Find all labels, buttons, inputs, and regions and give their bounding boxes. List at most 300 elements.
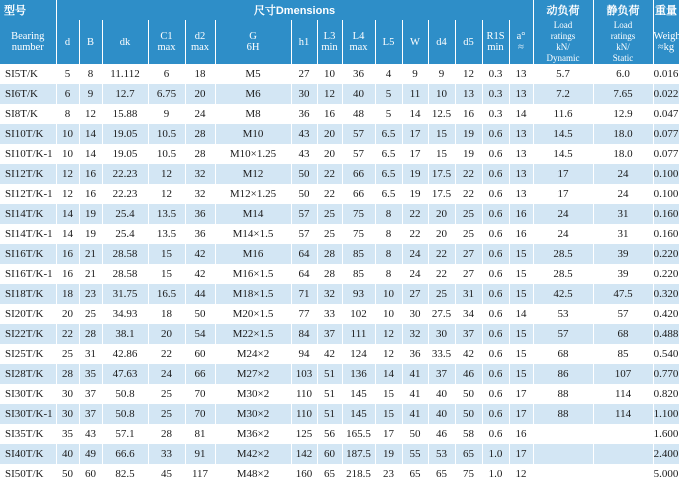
table-cell: 0.047 — [653, 104, 679, 124]
table-cell: 81 — [185, 424, 215, 444]
table-row — [0, 184, 679, 204]
table-cell: 0.6 — [482, 144, 509, 164]
table-cell: 28 — [185, 124, 215, 144]
dynamic-load-group-header: 动负荷 — [533, 0, 593, 20]
table-cell: 18.0 — [593, 124, 653, 144]
table-cell: 9 — [148, 104, 185, 124]
table-cell: 17 — [509, 384, 533, 404]
table-cell: 37 — [79, 404, 102, 424]
bearing-number-cell: SI10T/K — [0, 124, 56, 144]
table-cell: 17 — [509, 444, 533, 464]
table-cell: 5.000 — [653, 464, 679, 484]
bearing-number-cell: SI8T/K — [0, 104, 56, 124]
table-cell: 19 — [455, 124, 482, 144]
bearing-number-cell: SI12T/K — [0, 164, 56, 184]
table-cell: 22 — [455, 164, 482, 184]
column-header-line: dk — [119, 36, 131, 48]
table-cell: 85 — [342, 244, 375, 264]
table-cell: 41 — [402, 384, 428, 404]
table-cell: 28.58 — [102, 244, 148, 264]
table-cell: 24 — [533, 224, 593, 244]
table-cell: 60 — [185, 344, 215, 364]
column-header — [56, 20, 79, 64]
table-cell: 25 — [56, 344, 79, 364]
column-header — [317, 20, 342, 64]
table-cell: 6.5 — [375, 144, 402, 164]
column-header — [533, 20, 593, 64]
column-header — [375, 20, 402, 64]
table-cell: 32 — [317, 284, 342, 304]
column-header-line: max — [349, 42, 368, 53]
column-header-line: max — [157, 42, 176, 53]
table-cell: 117 — [185, 464, 215, 484]
table-cell: 27 — [402, 284, 428, 304]
table-cell: 57 — [291, 224, 317, 244]
table-cell: 18 — [148, 304, 185, 324]
table-cell: 24 — [533, 204, 593, 224]
table-cell: 7.65 — [593, 84, 653, 104]
table-cell: 16 — [509, 424, 533, 444]
table-cell: 11 — [402, 84, 428, 104]
table-cell: 65 — [455, 444, 482, 464]
table-cell: 187.5 — [342, 444, 375, 464]
table-cell: 24 — [185, 104, 215, 124]
table-cell: 42.5 — [533, 284, 593, 304]
table-cell: 41 — [402, 404, 428, 424]
table-row — [0, 104, 679, 124]
table-cell: 20 — [428, 204, 455, 224]
table-cell: 36 — [402, 344, 428, 364]
table-cell: 58 — [455, 424, 482, 444]
table-cell: 60 — [317, 444, 342, 464]
table-cell: 6 — [56, 84, 79, 104]
table-cell: 38.1 — [102, 324, 148, 344]
table-cell: 30 — [56, 384, 79, 404]
table-cell: 16 — [79, 164, 102, 184]
table-cell: 145 — [342, 384, 375, 404]
table-cell: 15 — [509, 364, 533, 384]
table-cell: 70 — [185, 404, 215, 424]
table-cell: 107 — [593, 364, 653, 384]
column-header — [291, 20, 317, 64]
table-cell: 13 — [455, 84, 482, 104]
column-header-line: W — [410, 36, 420, 48]
table-row — [0, 424, 679, 444]
table-cell: 46 — [455, 364, 482, 384]
column-header-line: C1 — [160, 31, 173, 42]
table-cell: M24×2 — [215, 344, 291, 364]
table-cell: 56 — [317, 424, 342, 444]
table-cell: 66 — [185, 364, 215, 384]
table-cell: 16 — [79, 184, 102, 204]
table-cell: 30 — [428, 324, 455, 344]
column-header — [0, 20, 56, 64]
bearing-number-cell: SI18T/K — [0, 284, 56, 304]
table-cell: M12×1.25 — [215, 184, 291, 204]
table-cell: 13.5 — [148, 224, 185, 244]
table-cell: 20 — [56, 304, 79, 324]
table-cell: 13 — [509, 144, 533, 164]
column-header — [148, 20, 185, 64]
column-header-line: d2 — [194, 31, 206, 42]
table-cell: 20 — [317, 124, 342, 144]
table-cell: 22.23 — [102, 164, 148, 184]
table-cell: 12 — [56, 184, 79, 204]
table-cell: 53 — [533, 304, 593, 324]
table-cell: 28 — [148, 424, 185, 444]
table-cell: 0.6 — [482, 324, 509, 344]
table-cell: 12.5 — [428, 104, 455, 124]
table-cell: 70 — [185, 384, 215, 404]
table-cell: 51 — [317, 364, 342, 384]
table-cell: 25 — [317, 204, 342, 224]
column-header-row — [0, 20, 679, 64]
bearing-number-cell: SI28T/K — [0, 364, 56, 384]
table-cell: 75 — [455, 464, 482, 484]
table-cell: M48×2 — [215, 464, 291, 484]
table-cell: 40 — [428, 404, 455, 424]
table-cell: 14 — [509, 104, 533, 124]
table-cell: M10×1.25 — [215, 144, 291, 164]
table-cell: 50 — [455, 404, 482, 424]
column-header — [215, 20, 291, 64]
table-cell: 86 — [533, 364, 593, 384]
table-cell: 0.6 — [482, 424, 509, 444]
table-cell: 50.8 — [102, 384, 148, 404]
table-cell: 65 — [428, 464, 455, 484]
bearing-number-cell: SI6T/K — [0, 84, 56, 104]
table-cell: 6 — [148, 64, 185, 84]
table-cell: 28 — [317, 244, 342, 264]
table-cell: 57 — [342, 144, 375, 164]
table-cell: M22×1.5 — [215, 324, 291, 344]
table-cell: 85 — [342, 264, 375, 284]
table-cell: 25 — [79, 304, 102, 324]
table-body — [0, 64, 679, 484]
table-cell: M30×2 — [215, 404, 291, 424]
table-cell: 37 — [79, 384, 102, 404]
column-header — [342, 20, 375, 64]
table-cell: 47.5 — [593, 284, 653, 304]
table-cell: 48 — [342, 104, 375, 124]
table-cell: 23 — [79, 284, 102, 304]
column-header-line: h1 — [298, 36, 310, 48]
bearing-number-cell: SI50T/K — [0, 464, 56, 484]
table-cell: 14 — [509, 304, 533, 324]
table-cell: 51 — [317, 404, 342, 424]
table-cell: 15 — [428, 124, 455, 144]
column-header-line: min — [321, 42, 338, 53]
table-cell: 12 — [148, 184, 185, 204]
table-cell: 5 — [56, 64, 79, 84]
table-cell: 6.75 — [148, 84, 185, 104]
table-cell: 0.820 — [653, 384, 679, 404]
table-cell: 0.6 — [482, 244, 509, 264]
table-cell: 32 — [185, 164, 215, 184]
column-header — [593, 20, 653, 64]
table-cell: 9 — [402, 64, 428, 84]
table-cell: 21 — [79, 244, 102, 264]
table-cell: M36×2 — [215, 424, 291, 444]
table-cell: 12.9 — [593, 104, 653, 124]
table-cell: 0.320 — [653, 284, 679, 304]
table-cell: 0.6 — [482, 264, 509, 284]
table-cell: M16 — [215, 244, 291, 264]
table-cell: 23 — [375, 464, 402, 484]
table-cell: 0.6 — [482, 344, 509, 364]
table-cell: 0.220 — [653, 244, 679, 264]
table-cell: 0.6 — [482, 384, 509, 404]
column-header-line: d5 — [463, 36, 474, 48]
dimensions-group-header: 尺寸Dmensions — [56, 0, 533, 20]
table-row — [0, 464, 679, 484]
column-header-line: Dynamic — [546, 53, 580, 63]
table-cell: 55 — [402, 444, 428, 464]
header-group-row — [0, 0, 679, 20]
bearing-number-cell: SI20T/K — [0, 304, 56, 324]
table-cell: 10.5 — [148, 124, 185, 144]
table-cell: 19 — [455, 144, 482, 164]
table-cell: 37 — [455, 324, 482, 344]
table-cell: 28.58 — [102, 264, 148, 284]
table-cell: 42 — [455, 344, 482, 364]
table-cell: 110 — [291, 404, 317, 424]
table-cell: 0.540 — [653, 344, 679, 364]
table-cell: 50 — [455, 384, 482, 404]
table-row — [0, 304, 679, 324]
bearing-number-cell: SI12T/K-1 — [0, 184, 56, 204]
column-header-line: max — [190, 42, 210, 53]
table-cell: 14 — [79, 124, 102, 144]
column-header — [102, 20, 148, 64]
table-cell: 32 — [185, 184, 215, 204]
table-cell: 32 — [402, 324, 428, 344]
table-cell: 39 — [593, 264, 653, 284]
table-cell: 24 — [402, 244, 428, 264]
table-cell: M42×2 — [215, 444, 291, 464]
column-header-line: Static — [612, 53, 634, 63]
table-cell: 5.7 — [533, 64, 593, 84]
table-cell: 0.022 — [653, 84, 679, 104]
table-cell: 20 — [185, 84, 215, 104]
table-cell: 0.6 — [482, 204, 509, 224]
table-cell: 19 — [79, 224, 102, 244]
table-cell: 15.88 — [102, 104, 148, 124]
table-cell: 35 — [56, 424, 79, 444]
table-cell: 33 — [148, 444, 185, 464]
table-cell: 12 — [79, 104, 102, 124]
table-row — [0, 164, 679, 184]
bearing-number-cell: SI35T/K — [0, 424, 56, 444]
table-cell: 33 — [317, 304, 342, 324]
table-cell: 0.3 — [482, 64, 509, 84]
column-header-line: Weight — [653, 31, 684, 42]
table-row — [0, 384, 679, 404]
table-row — [0, 324, 679, 344]
table-cell: 25 — [317, 224, 342, 244]
table-cell — [533, 444, 593, 464]
bearing-number-cell: SI16T/K-1 — [0, 264, 56, 284]
bearing-number-cell: SI14T/K-1 — [0, 224, 56, 244]
table-cell: 14.5 — [533, 124, 593, 144]
table-cell: 0.220 — [653, 264, 679, 284]
table-cell: 50 — [56, 464, 79, 484]
table-cell: 12 — [375, 324, 402, 344]
column-header-line: B — [86, 36, 94, 48]
table-cell: 0.160 — [653, 224, 679, 244]
table-cell: 37 — [428, 364, 455, 384]
table-row — [0, 344, 679, 364]
column-header — [509, 20, 533, 64]
table-cell: 64 — [291, 264, 317, 284]
table-cell: 17 — [533, 164, 593, 184]
table-cell: 30 — [402, 304, 428, 324]
table-row — [0, 124, 679, 144]
table-cell: 0.6 — [482, 404, 509, 424]
table-cell: 142 — [291, 444, 317, 464]
table-cell: 5 — [375, 84, 402, 104]
column-header-line: d — [64, 36, 71, 48]
table-cell: 28 — [79, 324, 102, 344]
table-cell: 31 — [593, 224, 653, 244]
table-cell: 36 — [342, 64, 375, 84]
table-cell: 6.5 — [375, 184, 402, 204]
column-header-line: L3 — [323, 31, 336, 42]
column-header-line: ≈kg — [657, 42, 675, 53]
table-cell: 27 — [291, 64, 317, 84]
table-cell: 13 — [509, 64, 533, 84]
table-cell: 31.75 — [102, 284, 148, 304]
table-cell: 1.0 — [482, 444, 509, 464]
table-cell: 44 — [185, 284, 215, 304]
table-cell: 28 — [185, 144, 215, 164]
table-cell: 14.5 — [533, 144, 593, 164]
table-cell: 22 — [402, 204, 428, 224]
table-cell: 22.23 — [102, 184, 148, 204]
table-cell: 19 — [79, 204, 102, 224]
table-cell: 22 — [402, 224, 428, 244]
table-cell: 124 — [342, 344, 375, 364]
table-cell: M14 — [215, 204, 291, 224]
table-cell: 12.7 — [102, 84, 148, 104]
table-cell: 21 — [79, 264, 102, 284]
table-cell: M10 — [215, 124, 291, 144]
table-cell: 14 — [56, 204, 79, 224]
table-cell: 28.5 — [533, 244, 593, 264]
table-cell: 57 — [342, 124, 375, 144]
table-cell: 22 — [428, 264, 455, 284]
table-row — [0, 144, 679, 164]
table-cell: M8 — [215, 104, 291, 124]
table-cell: 25.4 — [102, 224, 148, 244]
column-header — [653, 20, 684, 64]
table-cell: 15 — [509, 344, 533, 364]
column-header — [402, 20, 428, 64]
table-cell: 30 — [56, 404, 79, 424]
bearing-number-cell: SI16T/K — [0, 244, 56, 264]
table-cell: 24 — [402, 264, 428, 284]
column-header — [185, 20, 215, 64]
table-cell: 15 — [148, 244, 185, 264]
table-cell: 165.5 — [342, 424, 375, 444]
table-cell: 25 — [428, 284, 455, 304]
table-cell: 8 — [375, 204, 402, 224]
table-cell: 10 — [317, 64, 342, 84]
table-cell: 15 — [428, 144, 455, 164]
column-header-line: ratings — [550, 31, 576, 41]
table-cell: 12 — [56, 164, 79, 184]
table-cell: 94 — [291, 344, 317, 364]
table-cell: 8 — [375, 264, 402, 284]
column-header — [455, 20, 482, 64]
column-header-line: ratings — [610, 31, 636, 41]
table-cell: 51 — [317, 384, 342, 404]
table-cell: 12 — [509, 464, 533, 484]
table-cell: 111 — [342, 324, 375, 344]
table-cell: 6.0 — [593, 64, 653, 84]
table-cell: 57 — [533, 324, 593, 344]
table-cell: 19 — [375, 444, 402, 464]
table-cell: 0.420 — [653, 304, 679, 324]
table-cell: 0.077 — [653, 124, 679, 144]
table-cell: 15 — [509, 324, 533, 344]
table-cell: 31 — [593, 204, 653, 224]
column-header-line: R1S — [486, 31, 505, 42]
table-cell: 0.3 — [482, 104, 509, 124]
table-cell: 45 — [148, 464, 185, 484]
table-cell: 12 — [375, 344, 402, 364]
table-cell: 40 — [56, 444, 79, 464]
table-row — [0, 244, 679, 264]
table-cell — [593, 444, 653, 464]
table-cell: 39 — [593, 244, 653, 264]
table-cell — [533, 424, 593, 444]
table-cell: 16 — [509, 224, 533, 244]
table-cell: 68 — [593, 324, 653, 344]
table-cell: 17 — [533, 184, 593, 204]
column-header-line: ≈ — [518, 42, 524, 53]
table-cell: 1.100 — [653, 404, 679, 424]
table-cell: 1.0 — [482, 464, 509, 484]
table-cell: 19.05 — [102, 124, 148, 144]
table-cell: M6 — [215, 84, 291, 104]
table-cell: 27 — [455, 264, 482, 284]
column-header-line: a° — [516, 31, 526, 42]
table-cell: M12 — [215, 164, 291, 184]
table-cell: M20×1.5 — [215, 304, 291, 324]
table-cell: 13 — [509, 164, 533, 184]
table-cell: 41 — [402, 364, 428, 384]
table-cell: 57 — [593, 304, 653, 324]
table-cell: 16 — [317, 104, 342, 124]
table-cell: 0.6 — [482, 184, 509, 204]
table-cell: 103 — [291, 364, 317, 384]
table-cell: 0.6 — [482, 124, 509, 144]
table-cell: 65 — [317, 464, 342, 484]
column-header — [428, 20, 455, 64]
table-cell: 22 — [56, 324, 79, 344]
bearing-number-cell: SI10T/K-1 — [0, 144, 56, 164]
table-cell: 10.5 — [148, 144, 185, 164]
table-cell: M14×1.5 — [215, 224, 291, 244]
table-cell: 0.160 — [653, 204, 679, 224]
table-cell: 40 — [428, 384, 455, 404]
table-cell: 16 — [56, 264, 79, 284]
column-header-line: Load — [613, 20, 633, 30]
table-cell: 36 — [185, 224, 215, 244]
table-cell: 85 — [593, 344, 653, 364]
table-cell: 0.488 — [653, 324, 679, 344]
